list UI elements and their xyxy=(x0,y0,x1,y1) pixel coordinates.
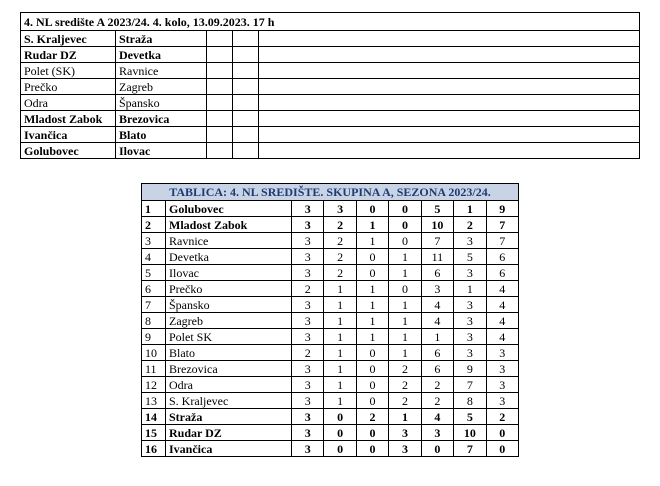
standings-draws: 1 xyxy=(356,297,388,313)
fixture-row xyxy=(21,111,640,127)
standings-losses: 0 xyxy=(389,233,421,249)
standings-team: Špansko xyxy=(166,297,292,313)
standings-draws: 0 xyxy=(356,345,388,361)
fixture-score-home xyxy=(207,31,233,47)
standings-row xyxy=(142,313,519,329)
standings-row xyxy=(142,201,519,217)
standings-goals-against: 3 xyxy=(454,345,486,361)
standings-position: 3 xyxy=(142,233,166,249)
standings-goals-for: 4 xyxy=(421,409,453,425)
standings-goals-for: 2 xyxy=(421,393,453,409)
standings-losses: 1 xyxy=(389,265,421,281)
standings-losses: 1 xyxy=(389,345,421,361)
fixture-row xyxy=(21,47,640,63)
fixture-score-away xyxy=(233,143,259,159)
fixture-home-team: Mladost Zabok xyxy=(21,111,116,127)
standings-position: 6 xyxy=(142,281,166,297)
standings-wins: 0 xyxy=(324,409,356,425)
standings-played: 3 xyxy=(292,297,324,313)
standings-losses: 3 xyxy=(389,441,421,457)
standings-points: 0 xyxy=(486,425,518,441)
standings-goals-for: 5 xyxy=(421,201,453,217)
standings-row xyxy=(142,233,519,249)
standings-draws: 1 xyxy=(356,217,388,233)
standings-points: 7 xyxy=(486,217,518,233)
standings-position: 4 xyxy=(142,249,166,265)
fixture-home-team: Prečko xyxy=(21,79,116,95)
fixture-note xyxy=(259,31,640,47)
standings-played: 3 xyxy=(292,361,324,377)
standings-wins: 1 xyxy=(324,297,356,313)
standings-wins: 0 xyxy=(324,425,356,441)
fixture-home-team: Rudar DZ xyxy=(21,47,116,63)
fixture-home-team: Golubovec xyxy=(21,143,116,159)
standings-points: 4 xyxy=(486,313,518,329)
standings-position: 15 xyxy=(142,425,166,441)
standings-goals-for: 3 xyxy=(421,281,453,297)
standings-points: 4 xyxy=(486,281,518,297)
standings-losses: 0 xyxy=(389,217,421,233)
standings-points: 3 xyxy=(486,345,518,361)
standings-points: 9 xyxy=(486,201,518,217)
standings-points: 0 xyxy=(486,441,518,457)
standings-wins: 1 xyxy=(324,313,356,329)
fixture-score-home xyxy=(207,111,233,127)
standings-points: 6 xyxy=(486,265,518,281)
standings-losses: 1 xyxy=(389,409,421,425)
standings-played: 3 xyxy=(292,377,324,393)
standings-points: 6 xyxy=(486,249,518,265)
standings-draws: 0 xyxy=(356,361,388,377)
standings-points: 3 xyxy=(486,393,518,409)
standings-goals-for: 0 xyxy=(421,441,453,457)
standings-losses: 0 xyxy=(389,281,421,297)
standings-goals-against: 5 xyxy=(454,249,486,265)
standings-row xyxy=(142,393,519,409)
fixture-row xyxy=(21,79,640,95)
standings-goals-for: 7 xyxy=(421,233,453,249)
standings-row xyxy=(142,425,519,441)
fixture-score-home xyxy=(207,79,233,95)
standings-losses: 1 xyxy=(389,313,421,329)
standings-team: Straža xyxy=(166,409,292,425)
standings-team: Ilovac xyxy=(166,265,292,281)
standings-losses: 2 xyxy=(389,361,421,377)
standings-title: TABLICA: 4. NL SREDIŠTE. SKUPINA A, SEZONA 2023/24. xyxy=(142,184,519,201)
standings-goals-against: 5 xyxy=(454,409,486,425)
standings-played: 3 xyxy=(292,265,324,281)
standings-points: 7 xyxy=(486,233,518,249)
standings-draws: 0 xyxy=(356,393,388,409)
standings-team: Rudar DZ xyxy=(166,425,292,441)
standings-body xyxy=(142,184,519,457)
standings-row xyxy=(142,409,519,425)
standings-goals-against: 1 xyxy=(454,201,486,217)
standings-title-row xyxy=(142,184,519,201)
standings-points: 3 xyxy=(486,361,518,377)
standings-goals-for: 2 xyxy=(421,377,453,393)
fixture-away-team: Devetka xyxy=(116,47,207,63)
standings-played: 3 xyxy=(292,217,324,233)
standings-goals-against: 3 xyxy=(454,329,486,345)
fixture-note xyxy=(259,79,640,95)
standings-goals-against: 7 xyxy=(454,441,486,457)
standings-position: 13 xyxy=(142,393,166,409)
standings-wins: 1 xyxy=(324,377,356,393)
fixtures-title-row xyxy=(21,13,640,31)
fixture-away-team: Špansko xyxy=(116,95,207,111)
standings-goals-against: 3 xyxy=(454,313,486,329)
standings-played: 3 xyxy=(292,249,324,265)
fixture-note xyxy=(259,111,640,127)
standings-team: Polet SK xyxy=(166,329,292,345)
standings-losses: 1 xyxy=(389,297,421,313)
standings-points: 2 xyxy=(486,409,518,425)
standings-position: 8 xyxy=(142,313,166,329)
standings-goals-for: 10 xyxy=(421,217,453,233)
standings-wins: 0 xyxy=(324,441,356,457)
standings-row xyxy=(142,441,519,457)
standings-played: 3 xyxy=(292,425,324,441)
standings-goals-against: 8 xyxy=(454,393,486,409)
standings-team: Devetka xyxy=(166,249,292,265)
fixture-score-away xyxy=(233,111,259,127)
standings-points: 4 xyxy=(486,297,518,313)
standings-losses: 2 xyxy=(389,377,421,393)
fixture-home-team: S. Kraljevec xyxy=(21,31,116,47)
standings-played: 3 xyxy=(292,441,324,457)
standings-row xyxy=(142,361,519,377)
standings-team: Golubovec xyxy=(166,201,292,217)
standings-played: 3 xyxy=(292,313,324,329)
standings-position: 2 xyxy=(142,217,166,233)
standings-wins: 1 xyxy=(324,361,356,377)
standings-played: 3 xyxy=(292,201,324,217)
standings-points: 3 xyxy=(486,377,518,393)
standings-row xyxy=(142,329,519,345)
fixture-away-team: Straža xyxy=(116,31,207,47)
fixture-note xyxy=(259,63,640,79)
standings-row xyxy=(142,249,519,265)
standings-losses: 3 xyxy=(389,425,421,441)
standings-goals-for: 6 xyxy=(421,345,453,361)
standings-position: 16 xyxy=(142,441,166,457)
standings-row xyxy=(142,377,519,393)
standings-draws: 0 xyxy=(356,425,388,441)
standings-team: Zagreb xyxy=(166,313,292,329)
standings-played: 2 xyxy=(292,281,324,297)
standings-losses: 1 xyxy=(389,329,421,345)
standings-goals-against: 9 xyxy=(454,361,486,377)
standings-wins: 2 xyxy=(324,249,356,265)
standings-wins: 2 xyxy=(324,217,356,233)
standings-losses: 0 xyxy=(389,201,421,217)
standings-goals-against: 1 xyxy=(454,281,486,297)
standings-wins: 2 xyxy=(324,233,356,249)
standings-played: 2 xyxy=(292,345,324,361)
standings-goals-for: 1 xyxy=(421,329,453,345)
standings-points: 4 xyxy=(486,329,518,345)
standings-position: 11 xyxy=(142,361,166,377)
fixture-home-team: Polet (SK) xyxy=(21,63,116,79)
fixture-score-home xyxy=(207,47,233,63)
fixture-home-team: Odra xyxy=(21,95,116,111)
standings-row xyxy=(142,265,519,281)
standings-row xyxy=(142,297,519,313)
standings-wins: 1 xyxy=(324,345,356,361)
fixture-away-team: Brezovica xyxy=(116,111,207,127)
standings-team: Prečko xyxy=(166,281,292,297)
standings-wins: 1 xyxy=(324,329,356,345)
standings-draws: 1 xyxy=(356,329,388,345)
fixture-score-away xyxy=(233,127,259,143)
standings-team: Brezovica xyxy=(166,361,292,377)
standings-draws: 2 xyxy=(356,409,388,425)
standings-goals-against: 3 xyxy=(454,265,486,281)
fixture-away-team: Zagreb xyxy=(116,79,207,95)
standings-row xyxy=(142,281,519,297)
standings-position: 10 xyxy=(142,345,166,361)
standings-team: S. Kraljevec xyxy=(166,393,292,409)
standings-position: 5 xyxy=(142,265,166,281)
standings-draws: 1 xyxy=(356,313,388,329)
standings-goals-for: 4 xyxy=(421,297,453,313)
fixture-home-team: Ivančica xyxy=(21,127,116,143)
fixture-score-away xyxy=(233,95,259,111)
fixture-row xyxy=(21,31,640,47)
fixture-score-away xyxy=(233,31,259,47)
standings-wins: 2 xyxy=(324,265,356,281)
standings-played: 3 xyxy=(292,233,324,249)
standings-goals-for: 6 xyxy=(421,265,453,281)
fixture-note xyxy=(259,143,640,159)
standings-draws: 0 xyxy=(356,441,388,457)
standings-draws: 1 xyxy=(356,233,388,249)
standings-goals-for: 3 xyxy=(421,425,453,441)
standings-played: 3 xyxy=(292,329,324,345)
fixture-away-team: Ilovac xyxy=(116,143,207,159)
standings-goals-against: 10 xyxy=(454,425,486,441)
standings-played: 3 xyxy=(292,393,324,409)
standings-draws: 1 xyxy=(356,281,388,297)
standings-team: Ivančica xyxy=(166,441,292,457)
standings-losses: 1 xyxy=(389,249,421,265)
fixture-score-away xyxy=(233,79,259,95)
standings-goals-for: 6 xyxy=(421,361,453,377)
fixture-score-away xyxy=(233,63,259,79)
fixtures-table xyxy=(20,12,640,159)
standings-goals-against: 3 xyxy=(454,297,486,313)
standings-position: 1 xyxy=(142,201,166,217)
fixture-row xyxy=(21,143,640,159)
standings-row xyxy=(142,217,519,233)
fixture-row xyxy=(21,63,640,79)
fixture-score-home xyxy=(207,63,233,79)
standings-team: Blato xyxy=(166,345,292,361)
fixture-score-away xyxy=(233,47,259,63)
standings-position: 14 xyxy=(142,409,166,425)
standings-row xyxy=(142,345,519,361)
standings-goals-against: 2 xyxy=(454,217,486,233)
standings-table xyxy=(141,183,519,457)
fixture-note xyxy=(259,47,640,63)
fixture-away-team: Ravnice xyxy=(116,63,207,79)
standings-draws: 0 xyxy=(356,201,388,217)
standings-draws: 0 xyxy=(356,265,388,281)
fixture-note xyxy=(259,127,640,143)
standings-position: 12 xyxy=(142,377,166,393)
standings-position: 9 xyxy=(142,329,166,345)
standings-team: Odra xyxy=(166,377,292,393)
fixture-away-team: Blato xyxy=(116,127,207,143)
standings-wins: 1 xyxy=(324,281,356,297)
standings-position: 7 xyxy=(142,297,166,313)
standings-draws: 0 xyxy=(356,377,388,393)
standings-wins: 3 xyxy=(324,201,356,217)
fixture-score-home xyxy=(207,127,233,143)
standings-losses: 2 xyxy=(389,393,421,409)
fixture-score-home xyxy=(207,143,233,159)
standings-team: Ravnice xyxy=(166,233,292,249)
fixture-note xyxy=(259,95,640,111)
standings-team: Mladost Zabok xyxy=(166,217,292,233)
fixture-score-home xyxy=(207,95,233,111)
standings-wins: 1 xyxy=(324,393,356,409)
fixture-row xyxy=(21,95,640,111)
standings-played: 3 xyxy=(292,409,324,425)
standings-goals-against: 3 xyxy=(454,233,486,249)
fixtures-title: 4. NL središte A 2023/24. 4. kolo, 13.09.2023. 17 h xyxy=(21,13,640,31)
standings-draws: 0 xyxy=(356,249,388,265)
standings-goals-against: 7 xyxy=(454,377,486,393)
standings-goals-for: 4 xyxy=(421,313,453,329)
fixtures-body xyxy=(21,13,640,159)
fixture-row xyxy=(21,127,640,143)
standings-goals-for: 11 xyxy=(421,249,453,265)
